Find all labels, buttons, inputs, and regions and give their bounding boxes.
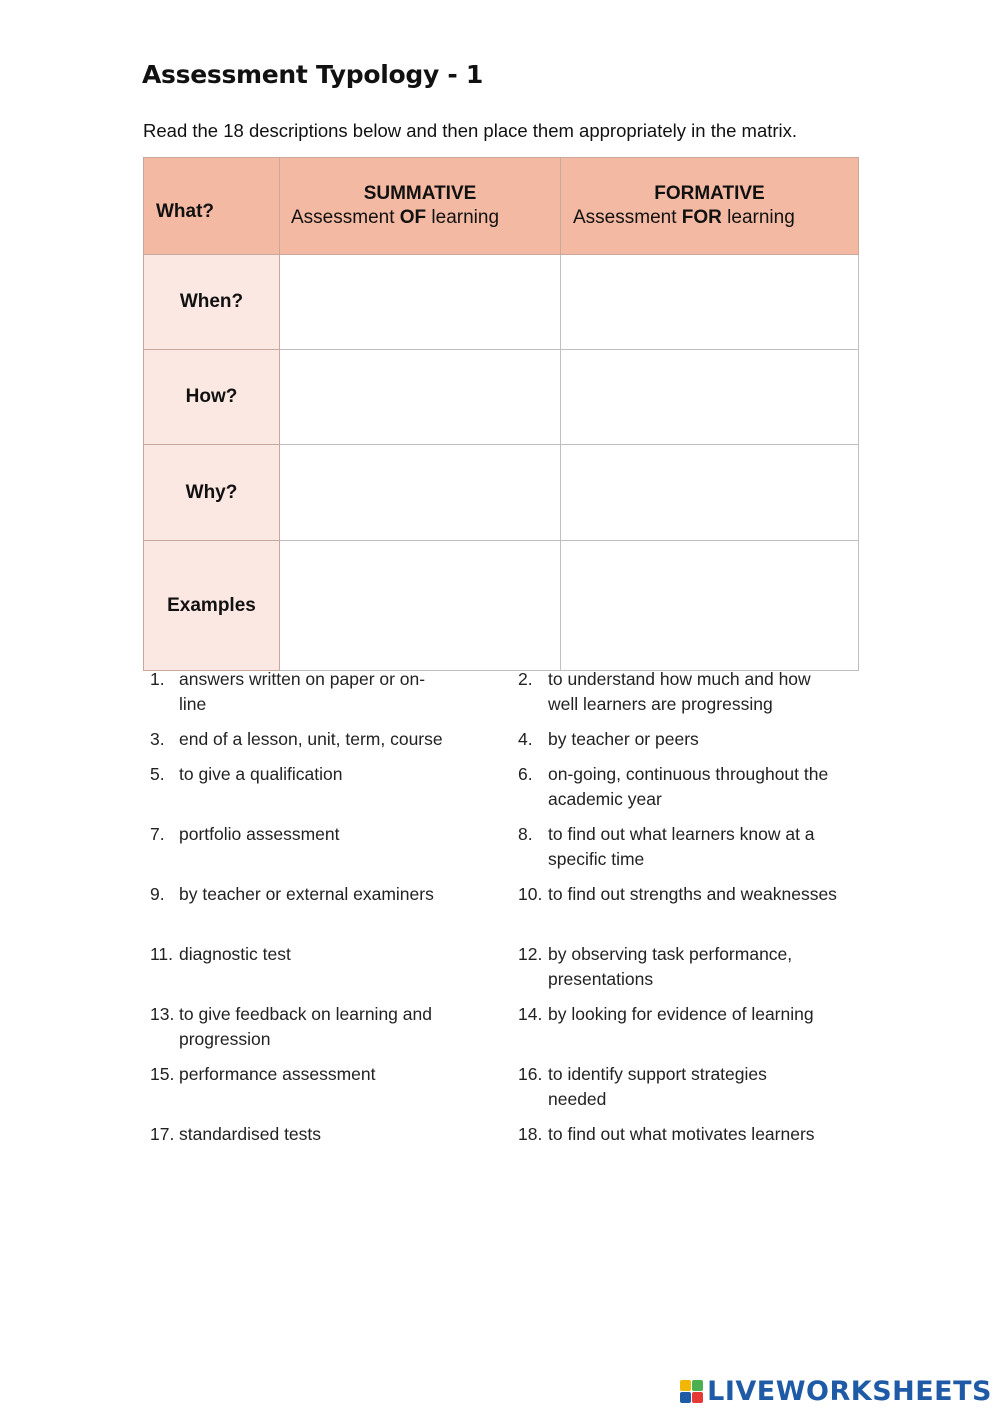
list-item[interactable]: 18. to find out what motivates learners — [518, 1124, 815, 1144]
drop-cell-summative-why[interactable] — [280, 445, 561, 541]
list-item[interactable]: 7. portfolio assessment — [150, 824, 340, 844]
drop-cell-summative-when[interactable] — [280, 255, 561, 350]
matrix-corner-label: What? — [144, 158, 280, 255]
list-item[interactable]: 12. by observing task performance, presentations — [518, 944, 793, 989]
drop-cell-summative-examples[interactable] — [280, 541, 561, 671]
drop-cell-formative-why[interactable] — [561, 445, 859, 541]
brand-mark-icon — [680, 1380, 703, 1403]
page-title: Assessment Typology - 1 — [142, 60, 483, 89]
brand-mark-square — [692, 1380, 703, 1391]
list-item[interactable]: 4. by teacher or peers — [518, 729, 699, 749]
brand-mark-square — [692, 1392, 703, 1403]
instruction-text: Read the 18 descriptions below and then place them appropriately in the matrix. — [143, 120, 798, 141]
summative-column-header — [280, 158, 561, 255]
list-item[interactable]: 8. to find out what learners know at a specific time — [518, 824, 815, 869]
list-item[interactable]: 2. to understand how much and how well learners are progressing — [518, 669, 811, 714]
row-label-examples: Examples — [144, 541, 280, 671]
list-item[interactable]: 15. performance assessment — [150, 1064, 376, 1084]
drop-cell-formative-examples[interactable] — [561, 541, 859, 671]
list-item[interactable]: 6. on-going, continuous throughout the academic year — [518, 764, 829, 809]
list-item[interactable]: 11. diagnostic test — [150, 944, 291, 964]
brand-logo[interactable] — [680, 1376, 992, 1407]
list-item[interactable]: 9. by teacher or external examiners — [150, 884, 434, 904]
brand-mark-square — [680, 1392, 691, 1403]
list-item[interactable]: 14. by looking for evidence of learning — [518, 1004, 814, 1024]
row-label-how: How? — [144, 350, 280, 445]
drop-cell-summative-how[interactable] — [280, 350, 561, 445]
list-item[interactable]: 5. to give a qualification — [150, 764, 343, 784]
list-item[interactable]: 1. answers written on paper or on-line — [150, 669, 426, 714]
list-item[interactable]: 13. to give feedback on learning and progression — [150, 1004, 432, 1049]
list-item[interactable]: 10. to find out strengths and weaknesses — [518, 884, 837, 904]
brand-name: LIVEWORKSHEETS — [707, 1376, 992, 1407]
formative-subtitle: Assessment FOR learning — [573, 207, 795, 228]
assessment-matrix — [143, 157, 859, 671]
row-label-why: Why? — [144, 445, 280, 541]
row-label-when: When? — [144, 255, 280, 350]
brand-mark-square — [680, 1380, 691, 1391]
drop-cell-formative-how[interactable] — [561, 350, 859, 445]
list-item[interactable]: 3. end of a lesson, unit, term, course — [150, 729, 443, 749]
formative-column-header — [561, 158, 859, 255]
formative-title: FORMATIVE — [654, 183, 765, 204]
summative-subtitle: Assessment OF learning — [291, 207, 500, 228]
list-item[interactable]: 16. to identify support strategies needed — [518, 1064, 767, 1109]
list-item[interactable]: 17. standardised tests — [150, 1124, 322, 1144]
drop-cell-formative-when[interactable] — [561, 255, 859, 350]
summative-title: SUMMATIVE — [363, 183, 477, 204]
